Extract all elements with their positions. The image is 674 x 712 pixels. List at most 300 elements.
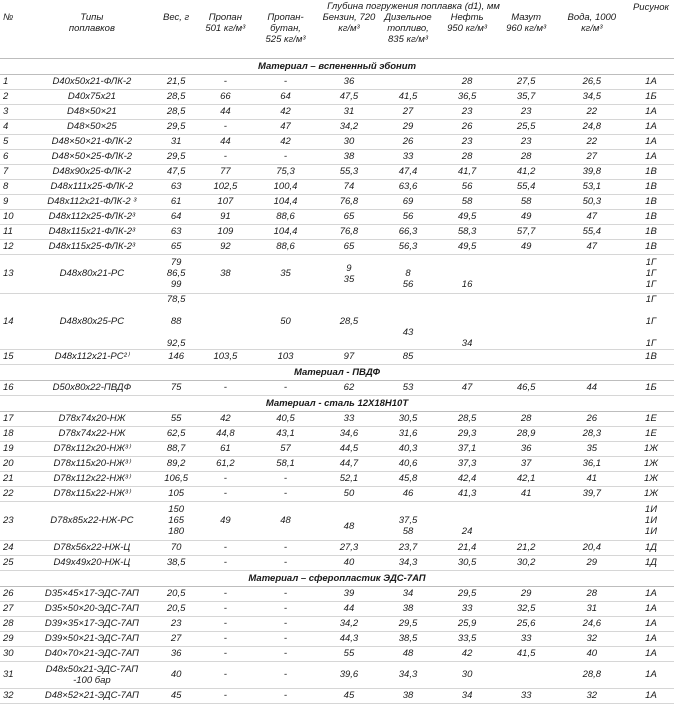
depth-diesel-cell: 34,3 [378, 555, 437, 570]
depth-propane-butane-cell: - [252, 149, 320, 164]
figure-ref-cell: 1В [628, 349, 674, 364]
depth-diesel-cell: 34,3 [378, 661, 437, 688]
depth-fuel-oil-cell [497, 501, 556, 540]
depth-water-cell [556, 501, 628, 540]
figure-ref-cell: 1Ж [628, 471, 674, 486]
depth-petrol-cell: 38 [319, 149, 378, 164]
depth-propane-cell: 38 [199, 254, 252, 293]
float-type-cell: D78x115x20-НЖ³⁾ [31, 456, 154, 471]
material-section-row [0, 58, 674, 74]
depth-water-cell: 31 [556, 601, 628, 616]
depth-oil-cell: 28 [438, 74, 497, 89]
depth-diesel-cell: 45,8 [378, 471, 437, 486]
table-row [0, 456, 674, 471]
table-row [0, 688, 674, 703]
depth-water-cell: 53,1 [556, 179, 628, 194]
depth-propane-butane-cell: - [252, 486, 320, 501]
depth-oil-cell: 34 [438, 688, 497, 703]
table-row [0, 380, 674, 395]
depth-fuel-oil-cell: 41 [497, 486, 556, 501]
depth-propane-cell: - [199, 380, 252, 395]
depth-propane-cell: - [199, 586, 252, 601]
figure-ref-cell: 1В [628, 209, 674, 224]
table-row [0, 616, 674, 631]
figure-ref-cell: 1В [628, 179, 674, 194]
table-row [0, 441, 674, 456]
float-type-cell: D39×50×21-ЭДС-7АП [31, 631, 154, 646]
row-number-cell: 16 [0, 380, 31, 395]
depth-propane-cell: - [199, 119, 252, 134]
figure-ref-cell: 1А [628, 601, 674, 616]
depth-diesel-cell: 38,5 [378, 631, 437, 646]
depth-water-cell: 20,4 [556, 540, 628, 555]
float-type-cell: D49x49x20-НЖ-Ц [31, 555, 154, 570]
row-number-cell: 25 [0, 555, 31, 570]
depth-diesel-cell: 53 [378, 380, 437, 395]
depth-oil-cell: 33,5 [438, 631, 497, 646]
depth-oil-cell: 58,3 [438, 224, 497, 239]
col-fuel-oil-header: Мазут 960 кг/м³ [497, 12, 556, 58]
material-section-row [0, 570, 674, 586]
float-type-cell: D48x80x25-РС [31, 293, 154, 349]
depth-diesel-cell: 69 [378, 194, 437, 209]
figure-ref-cell: 1Е [628, 426, 674, 441]
table-row [0, 349, 674, 364]
weight-cell: 40 [153, 661, 199, 688]
depth-fuel-oil-cell: 32,5 [497, 601, 556, 616]
row-number-cell: 5 [0, 134, 31, 149]
material-heading: Материал - сталь 12Х18Н10Т [0, 395, 674, 411]
figure-ref-cell: 1В [628, 194, 674, 209]
figure-ref-cell: 1Д [628, 540, 674, 555]
float-type-cell: D48×50×21 [31, 104, 154, 119]
depth-oil-cell: 56 [438, 179, 497, 194]
depth-diesel-cell: 23,7 [378, 540, 437, 555]
table-row [0, 104, 674, 119]
row-number-cell: 15 [0, 349, 31, 364]
depth-diesel-cell: 48 [378, 646, 437, 661]
table-row [0, 209, 674, 224]
depth-propane-cell: - [199, 688, 252, 703]
depth-fuel-oil-cell: 28 [497, 411, 556, 426]
figure-ref-cell: 1Е [628, 411, 674, 426]
weight-cell: 45 [153, 688, 199, 703]
depth-petrol-cell: 97 [319, 349, 378, 364]
depth-diesel-cell: 31,6 [378, 426, 437, 441]
table-row [0, 224, 674, 239]
weight-cell: 79 86,5 99 [153, 254, 199, 293]
depth-water-cell: 47 [556, 209, 628, 224]
depth-diesel-cell: 40,3 [378, 441, 437, 456]
depth-oil-cell: 29,3 [438, 426, 497, 441]
row-number-cell: 2 [0, 89, 31, 104]
figure-ref-cell: 1Ж [628, 441, 674, 456]
depth-water-cell: 24,8 [556, 119, 628, 134]
depth-propane-butane-cell: - [252, 661, 320, 688]
row-number-cell: 6 [0, 149, 31, 164]
depth-water-cell: 32 [556, 631, 628, 646]
depth-oil-cell: 30,5 [438, 555, 497, 570]
depth-petrol-cell: 55 [319, 646, 378, 661]
depth-diesel-cell: 56,3 [378, 239, 437, 254]
depth-propane-butane-cell: 75,3 [252, 164, 320, 179]
float-type-cell: D40x75x21 [31, 89, 154, 104]
table-row [0, 149, 674, 164]
depth-oil-cell: 42 [438, 646, 497, 661]
depth-diesel-cell: 27 [378, 104, 437, 119]
table-row [0, 411, 674, 426]
depth-petrol-cell: 27,3 [319, 540, 378, 555]
depth-propane-butane-cell: 47 [252, 119, 320, 134]
depth-propane-butane-cell: 40,5 [252, 411, 320, 426]
depth-petrol-cell: 40 [319, 555, 378, 570]
float-type-cell: D48x111x25-ФЛК-2 [31, 179, 154, 194]
row-number-cell: 10 [0, 209, 31, 224]
depth-propane-cell: 91 [199, 209, 252, 224]
depth-diesel-cell: 40,6 [378, 456, 437, 471]
figure-ref-cell: 1А [628, 74, 674, 89]
depth-water-cell: 47 [556, 239, 628, 254]
table-row [0, 194, 674, 209]
depth-petrol-cell: 30 [319, 134, 378, 149]
depth-diesel-cell: 85 [378, 349, 437, 364]
depth-water-cell: 27 [556, 149, 628, 164]
weight-cell: 70 [153, 540, 199, 555]
depth-water-cell: 22 [556, 134, 628, 149]
depth-oil-cell: 28,5 [438, 411, 497, 426]
depth-propane-cell: 42 [199, 411, 252, 426]
row-number-cell: 29 [0, 631, 31, 646]
depth-propane-cell: 92 [199, 239, 252, 254]
depth-fuel-oil-cell: 33 [497, 631, 556, 646]
depth-group-header: Глубина погружения поплавка (d1), мм [327, 1, 500, 12]
table-row [0, 631, 674, 646]
figure-ref-cell: 1А [628, 631, 674, 646]
depth-diesel-cell: 46 [378, 486, 437, 501]
depth-fuel-oil-cell: 57,7 [497, 224, 556, 239]
depth-diesel-cell: 38 [378, 688, 437, 703]
depth-propane-butane-cell: - [252, 380, 320, 395]
depth-fuel-oil-cell: 46,5 [497, 380, 556, 395]
depth-fuel-oil-cell [497, 293, 556, 349]
weight-cell: 47,5 [153, 164, 199, 179]
depth-petrol-cell: 33 [319, 411, 378, 426]
depth-petrol-cell: 31 [319, 104, 378, 119]
figure-ref-cell: 1В [628, 239, 674, 254]
table-row [0, 555, 674, 570]
row-number-cell: 11 [0, 224, 31, 239]
depth-oil-cell: 49,5 [438, 239, 497, 254]
depth-propane-cell: 102,5 [199, 179, 252, 194]
depth-oil-cell: 21,4 [438, 540, 497, 555]
weight-cell: 105 [153, 486, 199, 501]
float-type-cell: D48x115x25-ФЛК-2³ [31, 239, 154, 254]
float-type-cell: D50x80x22-ПВДФ [31, 380, 154, 395]
depth-diesel-cell: 43 [378, 293, 437, 349]
col-type-header: Типы поплавков [31, 12, 154, 58]
depth-propane-cell: - [199, 631, 252, 646]
figure-ref-cell: 1Г 1Г 1Г [628, 254, 674, 293]
col-weight-header: Вес, г [153, 12, 199, 58]
weight-cell: 75 [153, 380, 199, 395]
depth-propane-cell: 44,8 [199, 426, 252, 441]
depth-water-cell: 32 [556, 688, 628, 703]
depth-oil-cell: 29,5 [438, 586, 497, 601]
depth-propane-cell: 66 [199, 89, 252, 104]
depth-propane-butane-cell: 43,1 [252, 426, 320, 441]
depth-oil-cell: 24 [438, 501, 497, 540]
figure-ref-cell: 1А [628, 119, 674, 134]
depth-petrol-cell: 36 [319, 74, 378, 89]
depth-fuel-oil-cell: 25,5 [497, 119, 556, 134]
figure-ref-cell: 1А [628, 661, 674, 688]
depth-propane-butane-cell: 58,1 [252, 456, 320, 471]
depth-petrol-cell: 44,3 [319, 631, 378, 646]
depth-propane-butane-cell: 64 [252, 89, 320, 104]
depth-oil-cell: 25,9 [438, 616, 497, 631]
depth-oil-cell: 28 [438, 149, 497, 164]
table-row [0, 471, 674, 486]
depth-petrol-cell: 65 [319, 209, 378, 224]
depth-propane-cell: 61 [199, 441, 252, 456]
depth-fuel-oil-cell: 21,2 [497, 540, 556, 555]
depth-water-cell: 55,4 [556, 224, 628, 239]
depth-oil-cell: 34 [438, 293, 497, 349]
figure-ref-cell: 1Б [628, 380, 674, 395]
table-row [0, 661, 674, 688]
row-number-cell: 12 [0, 239, 31, 254]
weight-cell: 63 [153, 224, 199, 239]
depth-oil-cell: 23 [438, 104, 497, 119]
depth-fuel-oil-cell: 23 [497, 104, 556, 119]
depth-diesel-cell: 66,3 [378, 224, 437, 239]
depth-propane-cell: - [199, 540, 252, 555]
weight-cell: 150 165 180 [153, 501, 199, 540]
table-row [0, 74, 674, 89]
row-number-cell: 30 [0, 646, 31, 661]
depth-water-cell: 34,5 [556, 89, 628, 104]
depth-diesel-cell: 30,5 [378, 411, 437, 426]
weight-cell: 89,2 [153, 456, 199, 471]
depth-diesel-cell: 41,5 [378, 89, 437, 104]
depth-petrol-cell: 65 [319, 239, 378, 254]
figure-ref-cell: 1Г 1Г 1Г [628, 293, 674, 349]
depth-diesel-cell: 37,5 58 [378, 501, 437, 540]
row-number-cell: 21 [0, 471, 31, 486]
depth-water-cell: 29 [556, 555, 628, 570]
depth-propane-cell: 77 [199, 164, 252, 179]
depth-propane-butane-cell: - [252, 601, 320, 616]
col-water-header: Вода, 1000 кг/м³ [556, 12, 628, 58]
float-type-cell: D48×50×25 [31, 119, 154, 134]
depth-oil-cell [438, 349, 497, 364]
weight-cell: 146 [153, 349, 199, 364]
depth-fuel-oil-cell: 28 [497, 149, 556, 164]
weight-cell: 31 [153, 134, 199, 149]
depth-petrol-cell: 62 [319, 380, 378, 395]
depth-water-cell: 22 [556, 104, 628, 119]
depth-propane-butane-cell: 104,4 [252, 224, 320, 239]
weight-cell: 23 [153, 616, 199, 631]
float-type-cell: D78x112x22-НЖ³⁾ [31, 471, 154, 486]
row-number-cell: 31 [0, 661, 31, 688]
depth-propane-butane-cell: - [252, 74, 320, 89]
depth-propane-cell: 44 [199, 134, 252, 149]
table-row [0, 486, 674, 501]
float-type-cell: D40×70×21-ЭДС-7АП [31, 646, 154, 661]
depth-diesel-cell: 29,5 [378, 616, 437, 631]
depth-oil-cell: 36,5 [438, 89, 497, 104]
depth-fuel-oil-cell: 42,1 [497, 471, 556, 486]
depth-water-cell: 50,3 [556, 194, 628, 209]
float-type-cell: D48x80x21-РС [31, 254, 154, 293]
float-type-cell: D35×45×17-ЭДС-7АП [31, 586, 154, 601]
depth-fuel-oil-cell [497, 661, 556, 688]
col-propane-header: Пропан 501 кг/м³ [199, 12, 252, 58]
row-number-cell: 14 [0, 293, 31, 349]
weight-cell: 36 [153, 646, 199, 661]
weight-cell: 28,5 [153, 89, 199, 104]
row-number-cell: 4 [0, 119, 31, 134]
depth-propane-cell: - [199, 471, 252, 486]
depth-propane-cell: 49 [199, 501, 252, 540]
depth-petrol-cell: 9 35 [319, 254, 378, 293]
figure-ref-cell: 1Б [628, 89, 674, 104]
depth-propane-cell: - [199, 555, 252, 570]
row-number-cell: 27 [0, 601, 31, 616]
float-type-cell: D48×52×21-ЭДС-7АП [31, 688, 154, 703]
depth-oil-cell: 30 [438, 661, 497, 688]
figure-ref-cell: 1И 1И 1И [628, 501, 674, 540]
depth-propane-butane-cell: 50 [252, 293, 320, 349]
row-number-cell: 24 [0, 540, 31, 555]
row-number-cell: 17 [0, 411, 31, 426]
weight-cell: 55 [153, 411, 199, 426]
depth-water-cell: 28,3 [556, 426, 628, 441]
depth-petrol-cell: 44 [319, 601, 378, 616]
depth-petrol-cell: 28,5 [319, 293, 378, 349]
row-number-cell: 22 [0, 486, 31, 501]
depth-oil-cell: 16 [438, 254, 497, 293]
col-propane-butane-header: Пропан-бутан, 525 кг/м³ [252, 12, 320, 58]
depth-propane-butane-cell: 103 [252, 349, 320, 364]
depth-propane-butane-cell: 100,4 [252, 179, 320, 194]
depth-fuel-oil-cell: 35,7 [497, 89, 556, 104]
depth-water-cell: 24,6 [556, 616, 628, 631]
row-number-cell: 23 [0, 501, 31, 540]
depth-propane-butane-cell: - [252, 586, 320, 601]
figure-ref-cell: 1В [628, 224, 674, 239]
material-heading: Материал – сферопластик ЭДС-7АП [0, 570, 674, 586]
weight-cell: 29,5 [153, 149, 199, 164]
row-number-cell: 32 [0, 688, 31, 703]
depth-fuel-oil-cell: 29 [497, 586, 556, 601]
table-row [0, 586, 674, 601]
depth-petrol-cell: 44,5 [319, 441, 378, 456]
depth-propane-cell: 61,2 [199, 456, 252, 471]
depth-propane-butane-cell: 88,6 [252, 239, 320, 254]
depth-propane-cell: - [199, 149, 252, 164]
depth-fuel-oil-cell: 36 [497, 441, 556, 456]
row-number-cell: 19 [0, 441, 31, 456]
depth-diesel-cell: 34 [378, 586, 437, 601]
depth-fuel-oil-cell: 37 [497, 456, 556, 471]
depth-fuel-oil-cell: 27,5 [497, 74, 556, 89]
table-row [0, 134, 674, 149]
depth-propane-butane-cell: 104,4 [252, 194, 320, 209]
float-type-cell: D48x112x21-ФЛК-2 ³ [31, 194, 154, 209]
table-row [0, 426, 674, 441]
float-type-cell: D78x85x22-НЖ-РС [31, 501, 154, 540]
float-type-cell: D48x112x25-ФЛК-2³ [31, 209, 154, 224]
col-oil-header: Нефть 950 кг/м³ [438, 12, 497, 58]
row-number-cell: 20 [0, 456, 31, 471]
depth-fuel-oil-cell: 55,4 [497, 179, 556, 194]
depth-petrol-cell: 48 [319, 501, 378, 540]
row-number-cell: 13 [0, 254, 31, 293]
row-number-cell: 1 [0, 74, 31, 89]
figure-ref-cell: 1Ж [628, 486, 674, 501]
depth-diesel-cell: 26 [378, 134, 437, 149]
figure-ref-cell: 1А [628, 104, 674, 119]
row-number-cell: 3 [0, 104, 31, 119]
float-type-cell: D78x112x20-НЖ³⁾ [31, 441, 154, 456]
depth-water-cell: 26,5 [556, 74, 628, 89]
depth-petrol-cell: 76,8 [319, 224, 378, 239]
weight-cell: 27 [153, 631, 199, 646]
depth-propane-cell: - [199, 486, 252, 501]
depth-water-cell: 41 [556, 471, 628, 486]
weight-cell: 78,5 88 92,5 [153, 293, 199, 349]
depth-propane-butane-cell: - [252, 631, 320, 646]
depth-propane-butane-cell: 48 [252, 501, 320, 540]
depth-propane-cell: 107 [199, 194, 252, 209]
depth-water-cell: 36,1 [556, 456, 628, 471]
depth-oil-cell: 41,7 [438, 164, 497, 179]
weight-cell: 63 [153, 179, 199, 194]
table-row [0, 501, 674, 540]
table-row [0, 254, 674, 293]
depth-water-cell [556, 293, 628, 349]
float-type-cell: D48x112x21-РС²⁾ [31, 349, 154, 364]
table-row [0, 540, 674, 555]
float-type-cell: D48x115x21-ФЛК-2³ [31, 224, 154, 239]
col-petrol-header: Бензин, 720 кг/м³ [319, 12, 378, 58]
depth-diesel-cell: 63,6 [378, 179, 437, 194]
table-row [0, 239, 674, 254]
depth-propane-butane-cell: - [252, 646, 320, 661]
depth-propane-cell: - [199, 661, 252, 688]
depth-water-cell: 35 [556, 441, 628, 456]
depth-diesel-cell: 8 56 [378, 254, 437, 293]
depth-petrol-cell: 52,1 [319, 471, 378, 486]
depth-petrol-cell: 55,3 [319, 164, 378, 179]
weight-cell: 64 [153, 209, 199, 224]
depth-diesel-cell: 33 [378, 149, 437, 164]
depth-oil-cell: 33 [438, 601, 497, 616]
depth-oil-cell: 37,3 [438, 456, 497, 471]
depth-oil-cell: 58 [438, 194, 497, 209]
weight-cell: 62,5 [153, 426, 199, 441]
float-type-cell: D35×50×20-ЭДС-7АП [31, 601, 154, 616]
figure-ref-cell: 1Д [628, 555, 674, 570]
table-row [0, 646, 674, 661]
depth-water-cell [556, 254, 628, 293]
depth-fuel-oil-cell: 58 [497, 194, 556, 209]
depth-fuel-oil-cell: 30,2 [497, 555, 556, 570]
depth-petrol-cell: 34,6 [319, 426, 378, 441]
row-number-cell: 18 [0, 426, 31, 441]
